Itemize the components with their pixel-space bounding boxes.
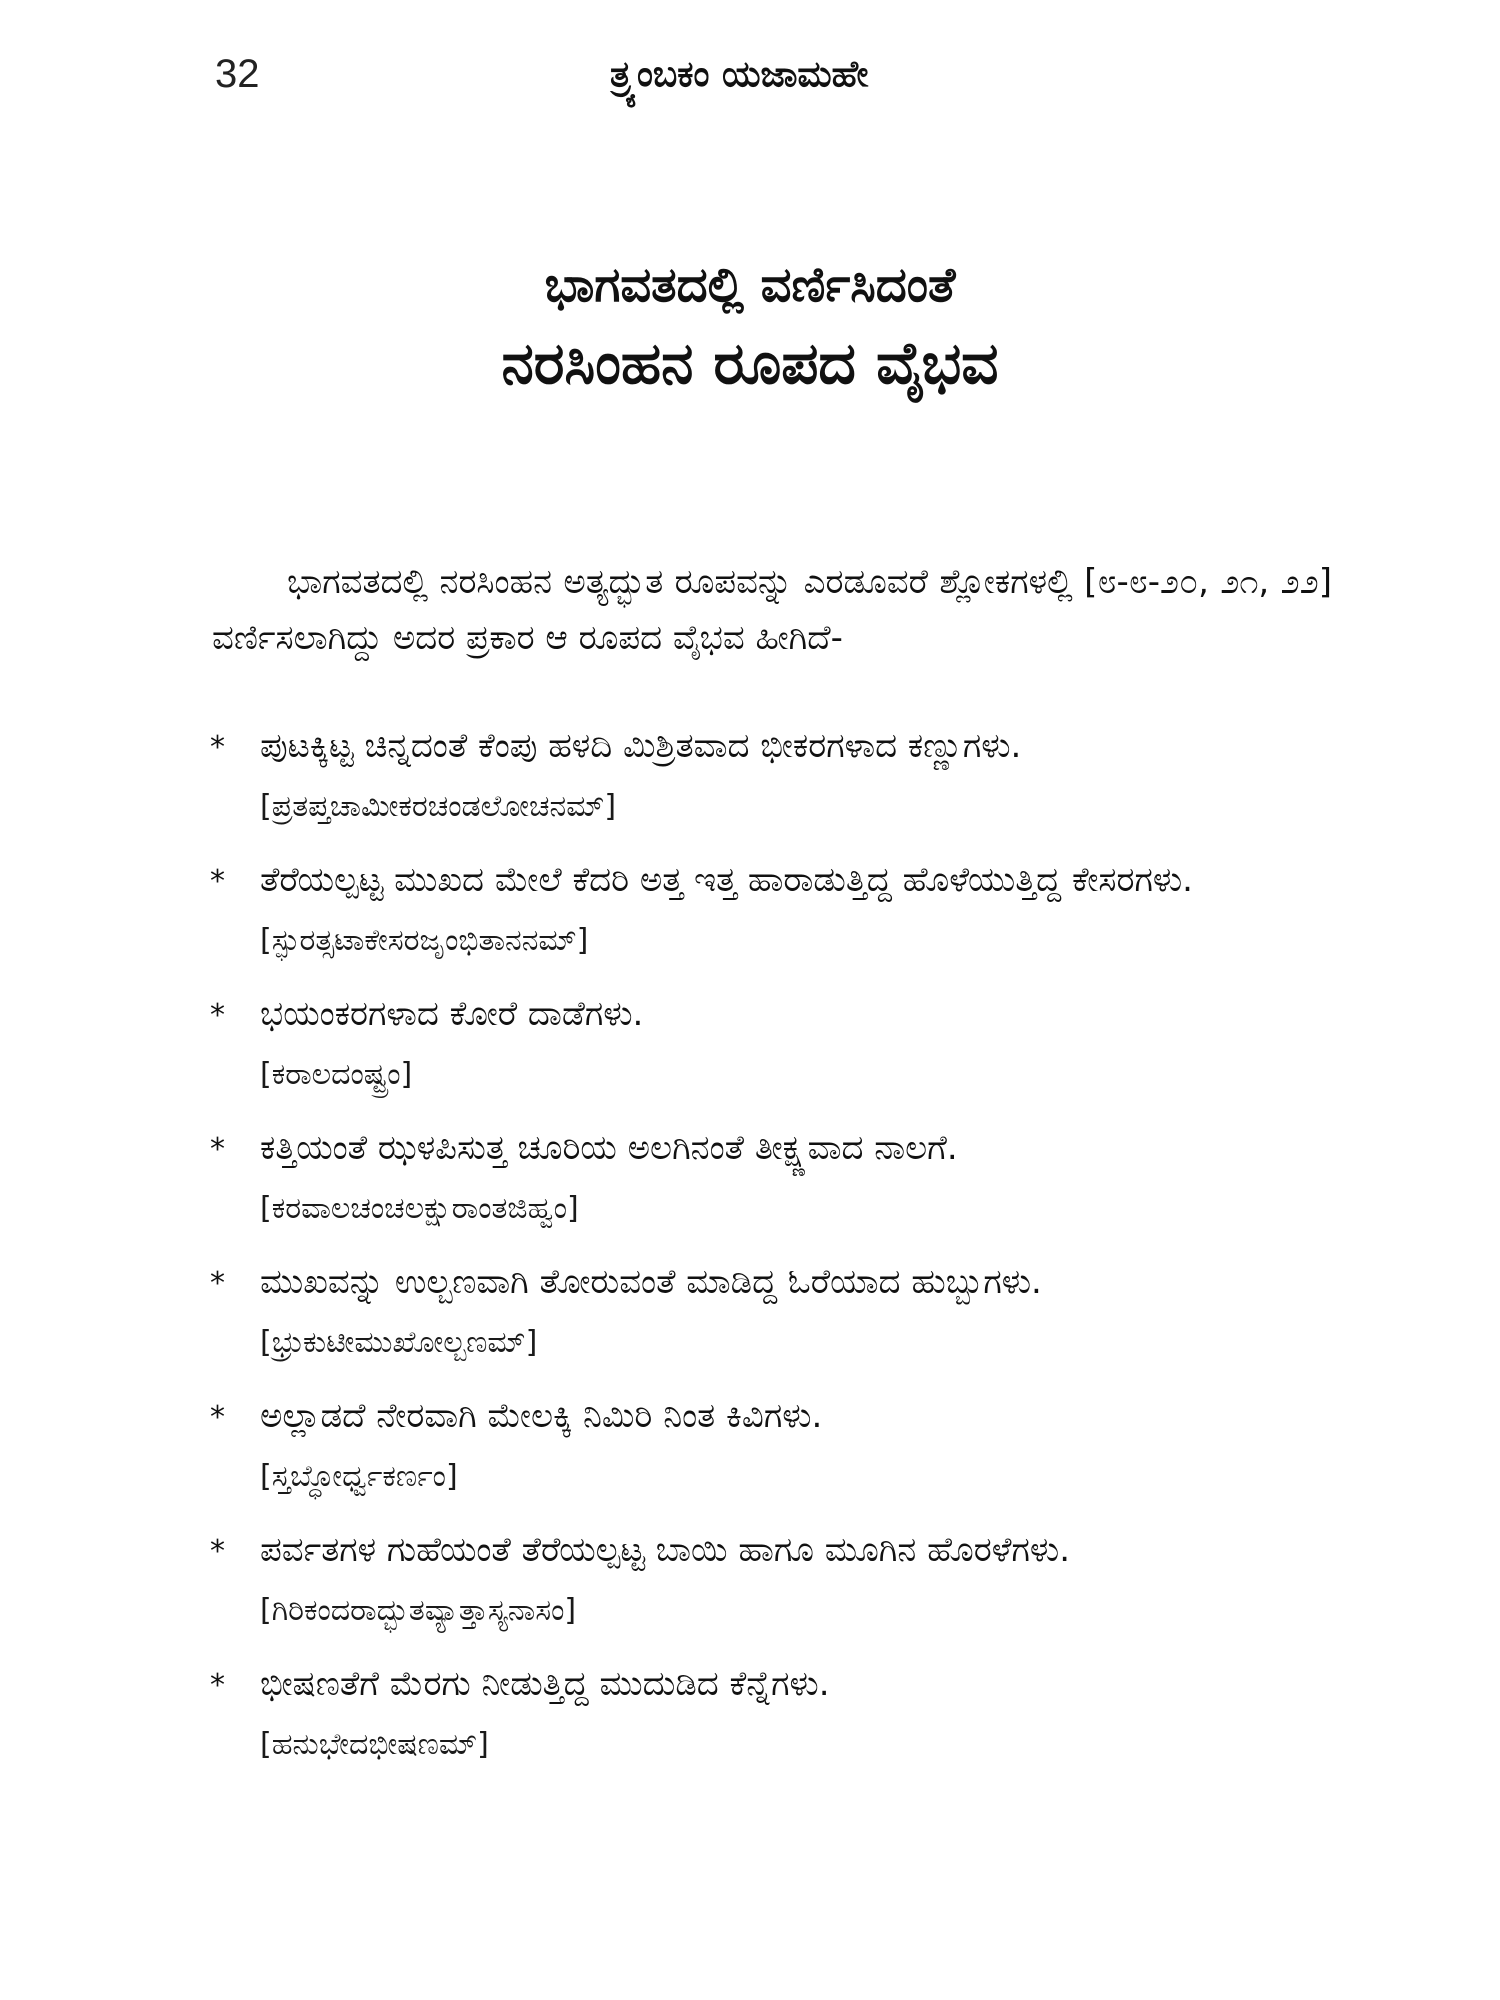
asterisk-icon: * (210, 730, 225, 765)
running-header (0, 52, 1500, 112)
asterisk-icon: * (210, 1400, 225, 1435)
item-description: ತೆರೆಯಲ್ಪಟ್ಟ ಮುಖದ ಮೇಲೆ ಕೆದರಿ ಅತ್ತ ಇತ್ತ ಹಾರಾಡುತ್ತಿದ್ದ ಹೊಳೆಯುತ್ತಿದ್ದ ಕೇಸರಗಳು. (260, 860, 1193, 900)
list-item (205, 1390, 1345, 1502)
item-description: ಅಲ್ಲಾಡದೆ ನೇರವಾಗಿ ಮೇಲಕ್ಕಿ ನಿಮಿರಿ ನಿಂತ ಕಿವಿಗಳು. (260, 1396, 823, 1436)
item-description: ಪರ್ವತಗಳ ಗುಹೆಯಂತೆ ತೆರೆಯಲ್ಪಟ್ಟ ಬಾಯಿ ಹಾಗೂ ಮೂಗಿನ ಹೊರಳೆಗಳು. (260, 1530, 1071, 1570)
asterisk-icon: * (210, 1534, 225, 1569)
list-item (205, 1122, 1345, 1234)
item-description: ಮುಖವನ್ನು ಉಲ್ಬಣವಾಗಿ ತೋರುವಂತೆ ಮಾಡಿದ್ದ ಓರೆಯಾದ ಹುಬ್ಬುಗಳು. (260, 1262, 1042, 1302)
item-sanskrit-quote: [ಕರವಾಲಚಂಚಲಕ್ಷುರಾಂತಜಿಹ್ವಂ] (260, 1191, 579, 1226)
page-number: 32 (215, 52, 260, 96)
chapter-title-line2: ನರಸಿಂಹನ ರೂಪದ ವೈಭವ (501, 329, 999, 397)
list-item (205, 1658, 1345, 1770)
item-description: ಭೀಷಣತೆಗೆ ಮೆರಗು ನೀಡುತ್ತಿದ್ದ ಮುದುಡಿದ ಕೆನ್ನೆಗಳು. (260, 1664, 830, 1704)
item-sanskrit-quote: [ಸ್ತಬ್ಧೋರ್ಧ್ವಕರ್ಣಂ] (260, 1459, 458, 1494)
chapter-title (0, 250, 1500, 406)
list-item (205, 1256, 1345, 1368)
item-description: ಪುಟಕ್ಕಿಟ್ಟ ಚಿನ್ನದಂತೆ ಕೆಂಪು ಹಳದಿ ಮಿಶ್ರಿತವಾದ ಭೀಕರಗಳಾದ ಕಣ್ಣುಗಳು. (260, 726, 1022, 766)
item-sanskrit-quote: [ಸ್ಫುರತ್ಸಟಾಕೇಸರಜೃಂಭಿತಾನನಮ್] (260, 923, 589, 958)
running-title: ತ್ರ್ಯಂಬಕಂ ಯಜಾಮಹೇ (610, 54, 869, 95)
asterisk-icon: * (210, 1132, 225, 1167)
item-sanskrit-quote: [ಭ್ರುಕುಟೀಮುಖೋಲ್ಬಣಮ್] (260, 1325, 538, 1360)
asterisk-icon: * (210, 1668, 225, 1703)
asterisk-icon: * (210, 1266, 225, 1301)
list-item (205, 720, 1345, 832)
list-item (205, 854, 1345, 966)
item-sanskrit-quote: [ಪ್ರತಪ್ತಚಾಮೀಕರಚಂಡಲೋಚನಮ್] (260, 789, 617, 824)
feature-list (205, 720, 1345, 1792)
item-sanskrit-quote: [ಕರಾಲದಂಷ್ಟ್ರಂ] (260, 1057, 413, 1092)
item-sanskrit-quote: [ಹನುಭೇದಭೀಷಣಮ್] (260, 1727, 489, 1762)
list-item (205, 1524, 1345, 1636)
chapter-title-line1: ಭಾಗವತದಲ್ಲಿ ವರ್ಣಿಸಿದಂತೆ (544, 257, 956, 313)
item-sanskrit-quote: [ಗಿರಿಕಂದರಾದ್ಭುತವ್ಯಾತ್ತಾಸ್ಯನಾಸಂ] (260, 1593, 577, 1628)
list-item (205, 988, 1345, 1100)
asterisk-icon: * (210, 864, 225, 899)
item-description: ಕತ್ತಿಯಂತೆ ಝಳಪಿಸುತ್ತ ಚೂರಿಯ ಅಲಗಿನಂತೆ ತೀಕ್ಷ್ಣವಾದ ನಾಲಗೆ. (260, 1128, 958, 1168)
intro-paragraph: ಭಾಗವತದಲ್ಲಿ ನರಸಿಂಹನ ಅತ್ಯದ್ಭುತ ರೂಪವನ್ನು ಎರಡೂವರೆ ಶ್ಲೋಕಗಳಲ್ಲಿ [೮-೮-೨೦, ೨೧, ೨೨] ವರ್ಣಿಸಲಾಗಿದ್ದು ಅದರ ಪ್ರಕಾರ ಆ ರೂಪದ ವೈಭವ ಹೀಗಿದೆ- (212, 562, 1332, 658)
item-description: ಭಯಂಕರಗಳಾದ ಕೋರೆ ದಾಡೆಗಳು. (260, 994, 644, 1034)
asterisk-icon: * (210, 998, 225, 1033)
